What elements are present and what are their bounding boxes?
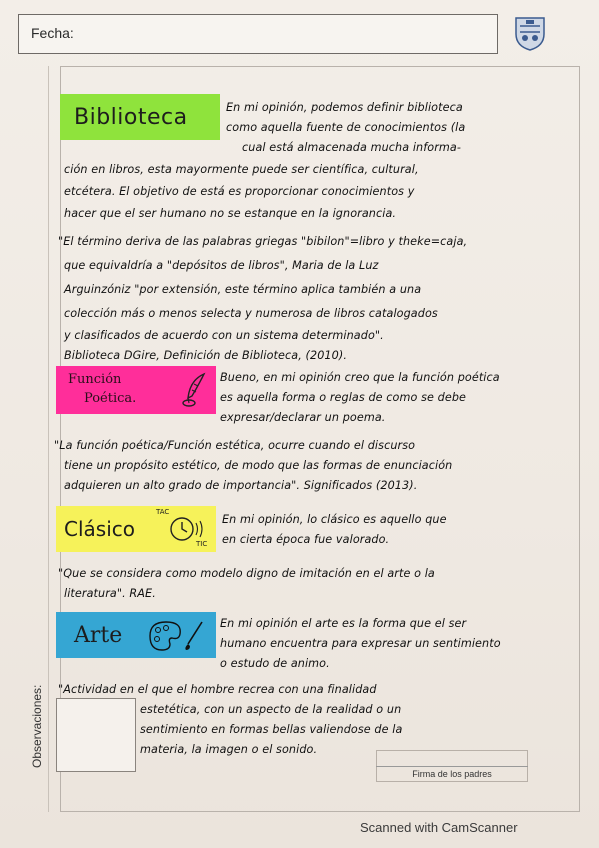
arte-quote-line: "Actividad en el que el hombre recrea con una finalidad [58,683,377,696]
funcion-quote-line: adquieren un alto grado de importancia". Significados (2013). [64,479,418,492]
biblioteca-quote-line: Biblioteca DGire, Definición de Biblioteca, (2010). [64,349,347,362]
biblioteca-quote-line: "El término deriva de las palabras griegas "bibilon"=libro y theke=caja, [58,235,468,248]
biblioteca-line: cual está almacenada mucha informa- [242,141,461,154]
biblioteca-line: En mi opinión, podemos definir biblioteca [226,101,463,114]
scanner-watermark: Scanned with CamScanner [360,820,518,835]
biblioteca-line: ción en libros, esta mayormente puede ser científica, cultural, [64,163,419,176]
tag-funcion-label: Función [68,372,122,387]
arte-quote-line: estetética, con un aspecto de la realidad o un [140,703,402,716]
date-label: Fecha: [31,25,74,41]
biblioteca-quote-line: que equivaldría a "depósitos de libros", Maria de la Luz [64,259,379,272]
tag-arte-label: Arte [74,622,123,648]
biblioteca-quote-line: colección más o menos selecta y numerosa de libros catalogados [64,307,438,320]
tag-funcion-poetica [56,366,216,414]
tag-biblioteca [60,94,220,140]
biblioteca-quote-line: y clasificados de acuerdo con un sistema determinado". [64,329,384,342]
clasico-quote-line: literatura". RAE. [64,587,156,600]
date-field [18,14,498,54]
arte-line: En mi opinión el arte es la forma que el ser [220,617,467,630]
signature-label: Firma de los padres [412,769,492,779]
clock-icon-top-label: TAC [156,508,170,516]
school-crest-icon [510,12,550,52]
palette-icon [144,618,208,654]
funcion-line: Bueno, en mi opinión creo que la función poética [220,371,500,384]
tag-clasico-label: Clásico [64,517,135,541]
clasico-line: En mi opinión, lo clásico es aquello que [222,513,447,526]
tag-clasico [56,506,216,552]
arte-quote-line: materia, la imagen o el sonido. [140,743,318,756]
arte-quote-line: sentimiento en formas bellas valiendose de la [140,723,403,736]
funcion-line: es aquella forma o reglas de como se debe [220,391,467,404]
tag-biblioteca-label: Biblioteca [74,104,188,130]
clasico-quote-line: "Que se considera como modelo digno de imitación en el arte o la [58,567,435,580]
observaciones-label: Observaciones: [30,684,44,768]
clasico-line: en cierta época fue valorado. [222,533,390,546]
biblioteca-line: etcétera. El objetivo de está es proporcionar conocimientos y [64,185,415,198]
arte-line: humano encuentra para expresar un sentimiento [220,637,501,650]
funcion-line: expresar/declarar un poema. [220,411,386,424]
clock-icon-bottom-label: TIC [196,540,208,548]
funcion-quote-line: "La función poética/Función estética, ocurre cuando el discurso [54,439,416,452]
signature-line [376,766,528,767]
tag-poetica-label: Poética. [84,391,137,406]
biblioteca-line: hacer que el ser humano no se estanque en la ignorancia. [64,207,397,220]
funcion-quote-line: tiene un propósito estético, de modo que las formas de enunciación [64,459,453,472]
biblioteca-quote-line: Arguinzóniz "por extensión, este término aplica también a una [64,283,422,296]
observaciones-box [56,698,136,772]
arte-line: o estudo de animo. [220,657,330,670]
quill-icon [180,372,210,408]
margin-line [48,66,49,812]
biblioteca-line: como aquella fuente de conocimientos (la [226,121,466,134]
tag-arte [56,612,216,658]
